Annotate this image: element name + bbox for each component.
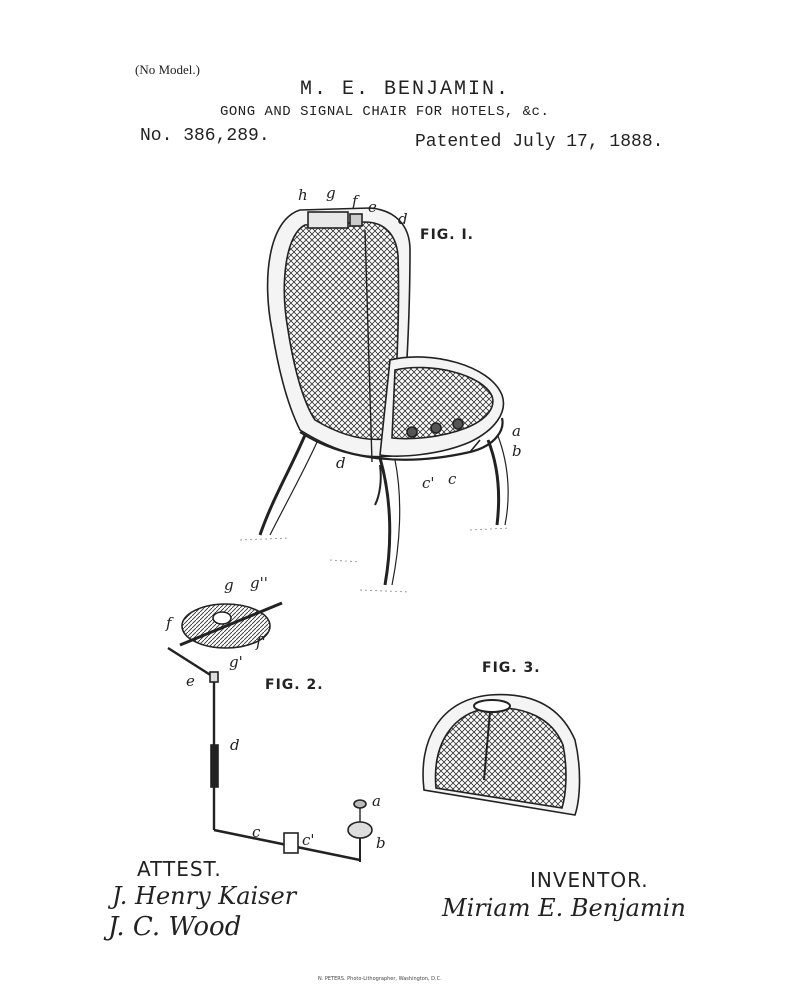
fig2-label: FIG. 2. — [265, 677, 324, 693]
fig2-ref-c-prime: c' — [302, 831, 315, 849]
patent-title: GONG AND SIGNAL CHAIR FOR HOTELS, &c. — [220, 104, 550, 120]
patent-date: Patented July 17, 1888. — [415, 132, 664, 152]
fig2-ref-g2: g'' — [250, 574, 268, 592]
fig2-ref-f: f — [166, 614, 172, 632]
fig2-ref-f-prime: f' — [256, 633, 266, 651]
fig2-ref-b: b — [376, 834, 386, 852]
inventor-name-heading: M. E. BENJAMIN. — [300, 78, 511, 101]
fig2-ref-e: e — [186, 672, 195, 690]
fig2-ref-a: a — [372, 792, 381, 810]
fig3-chair-back-drawing — [423, 695, 579, 815]
fig1-ref-f: f — [352, 192, 358, 210]
fig1-ref-g: g — [326, 184, 336, 202]
patent-number: No. 386,289. — [140, 126, 270, 146]
fig1-ref-c: c — [448, 470, 457, 488]
attest-label: ATTEST. — [137, 857, 222, 881]
fig1-ref-c-prime: c' — [422, 474, 435, 492]
fig2-ref-c: c — [252, 823, 261, 841]
fig2-ref-g-prime: g' — [229, 653, 243, 671]
fig1-chair-drawing — [240, 208, 510, 592]
fig3-label: FIG. 3. — [482, 660, 541, 676]
fig2-mechanism-drawing — [168, 603, 372, 862]
inventor-signature: Miriam E. Benjamin — [442, 894, 686, 922]
inventor-label: INVENTOR. — [530, 868, 649, 892]
fig1-ref-d-bottom: d — [336, 454, 346, 472]
printer-credit: N. PETERS. Photo-Lithographer, Washington, D.C. — [318, 976, 442, 982]
fig1-ref-d-top: d — [398, 210, 408, 228]
fig2-ref-g: g — [224, 576, 234, 594]
no-model-note: (No Model.) — [135, 62, 200, 77]
witness-signature-1: J. Henry Kaiser — [112, 882, 297, 910]
fig2-ref-d: d — [230, 736, 240, 754]
fig1-ref-e: e — [368, 198, 377, 216]
fig1-ref-a: a — [512, 422, 521, 440]
fig1-ref-b: b — [512, 442, 522, 460]
fig1-label: FIG. I. — [420, 227, 474, 243]
fig1-ref-h: h — [298, 186, 308, 204]
witness-signature-2: J. C. Wood — [108, 912, 242, 942]
